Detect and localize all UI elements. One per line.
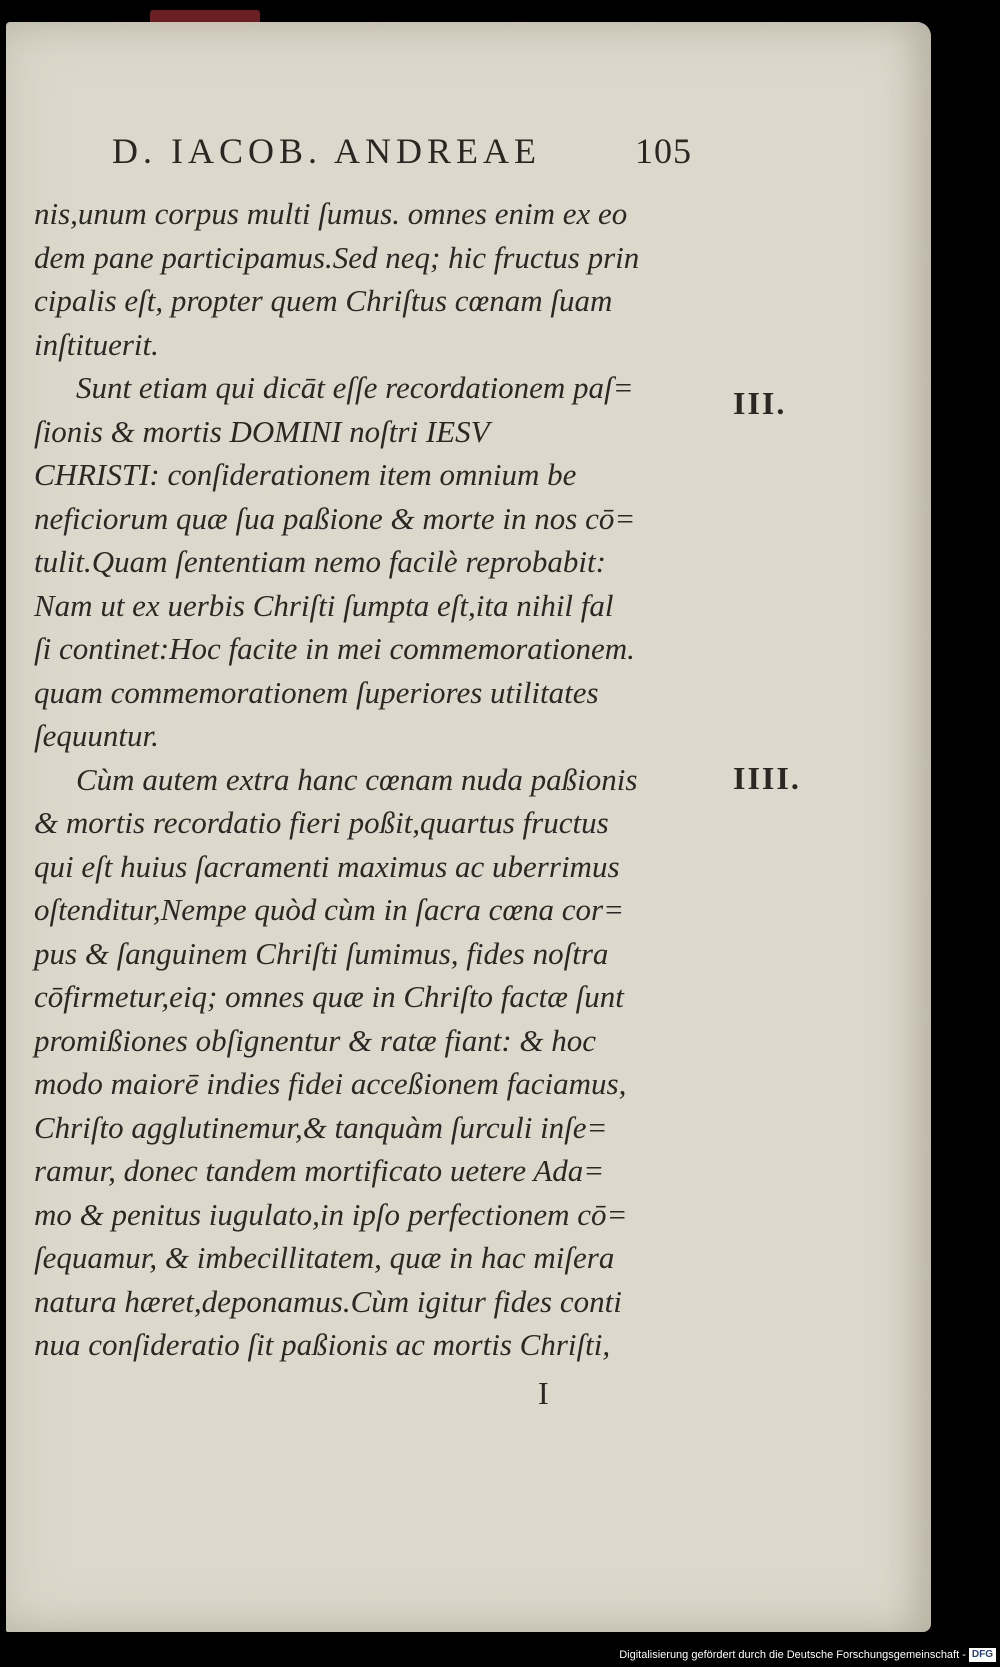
margin-note-4: IIII. [733, 760, 801, 796]
text-line: Chriſto agglutinemur,& tanquàm ſurculi inſe= [34, 1109, 608, 1145]
text-line: ſequamur, & imbecillitatem, quæ in hac miſera [34, 1240, 615, 1275]
text-line: & mortis recordatio fieri poßit,quartus fructus [34, 805, 609, 840]
digitization-credit [604, 1646, 996, 1664]
text-line: ſi continet:Hoc facite in mei commemorationem. [34, 631, 635, 666]
page-header [112, 130, 692, 180]
text-line: natura hæret,deponamus.Cùm igitur fides conti [34, 1283, 622, 1319]
text-line: cipalis eſt, propter quem Chriſtus cœnam ſuam [34, 283, 613, 318]
text-line: pus & ſanguinem Chriſti ſumimus, fides noſtra [34, 935, 609, 971]
text-line: nua conſideratio ſit paßionis ac mortis Chriſti, [34, 1327, 611, 1362]
running-title: D. IACOB. ANDREAE [112, 131, 542, 171]
text-line: inſtituerit. [34, 326, 159, 362]
text-line: promißiones obſignentur & ratæ fiant: & hoc [34, 1022, 597, 1058]
page-number: 105 [635, 131, 692, 171]
text-line: cōfirmetur,eiq; omnes quæ in Chriſto factæ ſunt [34, 979, 624, 1014]
text-line: neficiorum quæ ſua paßione & morte in nos cō= [34, 500, 636, 536]
dfg-logo: DFG [969, 1648, 996, 1662]
text-line: modo maiorē indies fidei acceßionem faciamus, [34, 1066, 627, 1101]
text-line: qui eſt huius ſacramenti maximus ac uberrimus [34, 848, 620, 884]
margin-note-3: III. [733, 385, 787, 421]
signature-mark: I [538, 1375, 549, 1411]
body-text [34, 192, 684, 1367]
text-line: tulit.Quam ſententiam nemo facilè reprobabit: [34, 544, 606, 579]
text-line: Cùm autem extra hanc cœnam nuda paßionis [76, 761, 638, 797]
text-line: ſionis & mortis DOMINI noſtri IESV [34, 413, 490, 449]
credit-text: Digitalisierung gefördert durch die Deutsche Forschungsgemeinschaft - [619, 1649, 966, 1661]
text-line: ramur, donec tandem mortificato uetere Ada= [34, 1153, 605, 1188]
text-line: CHRISTI: conſiderationem item omnium be [34, 457, 577, 492]
text-line: mo & penitus iugulato,in ipſo perfectionem cō= [34, 1196, 628, 1232]
text-line: ſequuntur. [34, 718, 159, 753]
text-line: Sunt etiam qui dicāt eſſe recordationem paſ= [76, 370, 634, 405]
text-line: nis,unum corpus multi ſumus. omnes enim ex eo [34, 196, 628, 231]
text-line: quam commemorationem ſuperiores utilitates [34, 674, 599, 710]
text-line: dem pane participamus.Sed neq; hic fructus prin [34, 239, 640, 275]
text-line: Nam ut ex uerbis Chriſti ſumpta eſt,ita nihil fal [34, 587, 614, 623]
text-line: oſtenditur,Nempe quòd cùm in ſacra cœna cor= [34, 892, 625, 927]
